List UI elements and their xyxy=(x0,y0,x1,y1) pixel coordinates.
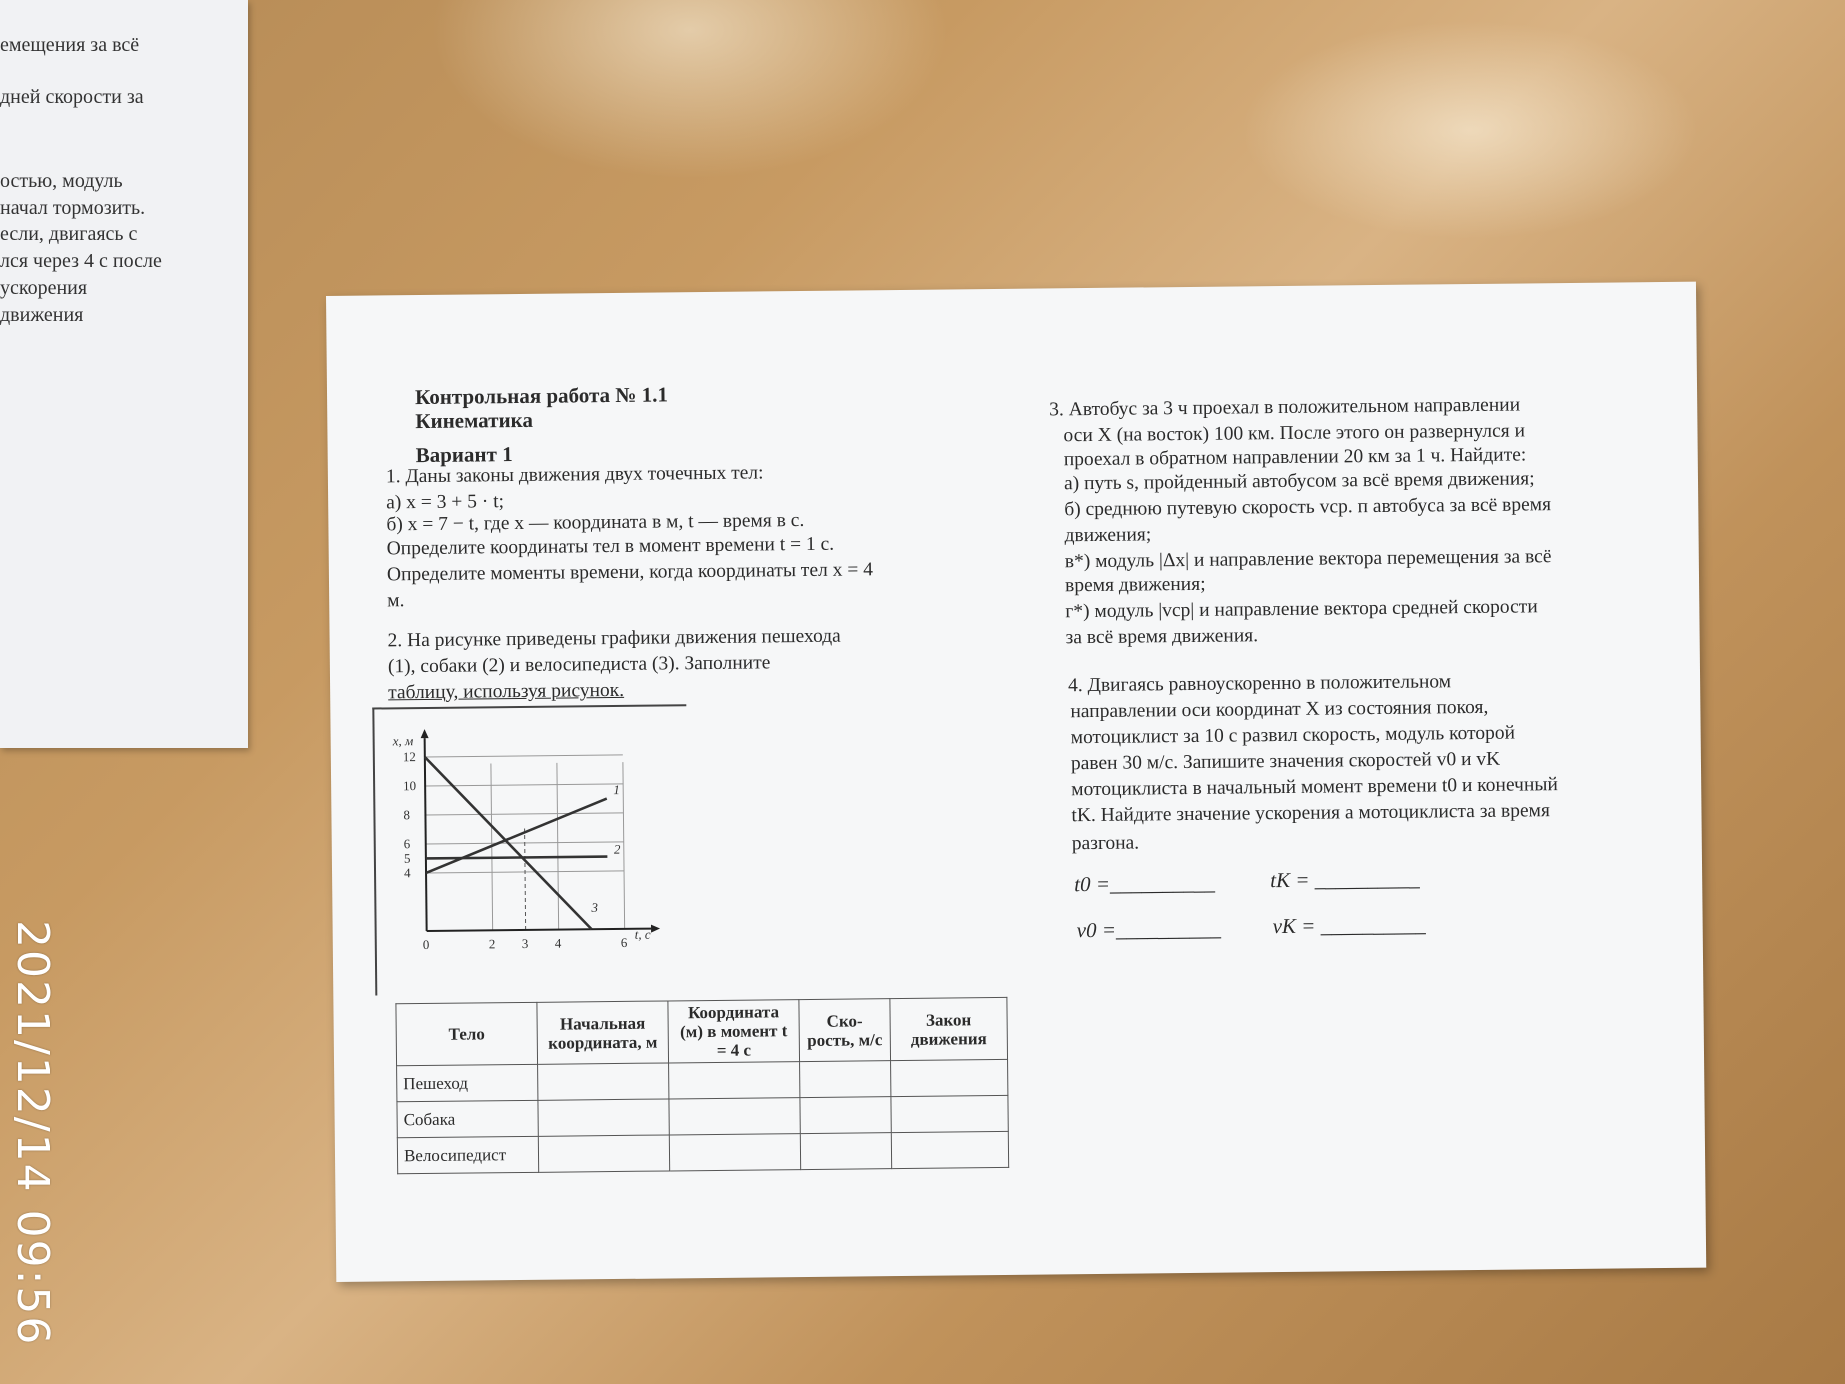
answer-cell[interactable] xyxy=(669,1062,800,1099)
answer-cell[interactable] xyxy=(538,1099,669,1136)
task1-law-b: б) x = 7 − t, где x — координата в м, t — время в с. xyxy=(386,510,805,536)
task4-line: разгона. xyxy=(1071,832,1140,855)
light-glare xyxy=(1240,20,1700,240)
left-paper-sheet xyxy=(0,0,248,748)
photo-timestamp: 2021/12/14 09:56 xyxy=(7,920,58,1347)
answer-cell[interactable] xyxy=(538,1063,669,1100)
grid-line xyxy=(425,784,623,786)
task3-line: в*) модуль |Δx| и направление вектора перемещения за всё xyxy=(1064,546,1552,573)
task1-question-2: Определите моменты времени, когда координаты тел x = 4 xyxy=(386,559,874,586)
y-tick-label: 6 xyxy=(403,836,411,852)
task4-line: 4. Двигаясь равноускоренно в положительном xyxy=(1068,671,1452,697)
series-line-2 xyxy=(426,857,607,859)
x-tick-label: 4 xyxy=(554,935,562,951)
task3-line: г*) модуль |vср| и направление вектора средней скорости xyxy=(1065,596,1538,623)
grid-line xyxy=(425,813,623,815)
x-tick-label: 0 xyxy=(422,936,430,953)
column-header: Закон движения xyxy=(890,997,1008,1060)
answer-cell[interactable] xyxy=(669,1098,800,1135)
answer-cell[interactable] xyxy=(891,1059,1008,1096)
y-tick-label: 4 xyxy=(403,865,411,881)
graph-frame xyxy=(372,704,689,995)
vk-answer-field[interactable]: vK = __________ xyxy=(1272,912,1426,939)
answer-cell[interactable] xyxy=(538,1135,669,1172)
series-label: 3 xyxy=(591,899,598,915)
table-cell: Велосипедист xyxy=(397,1136,538,1173)
table-header-row xyxy=(396,997,1008,1065)
column-header: Координата (м) в момент t = 4 с xyxy=(668,1000,800,1063)
variant-label: Вариант 1 xyxy=(415,442,513,468)
left-sheet-line: остью, модуль xyxy=(0,170,123,192)
y-axis-arrow xyxy=(421,729,429,738)
grid-line xyxy=(425,755,623,757)
y-tick-label: 10 xyxy=(403,778,417,794)
x-axis xyxy=(427,929,651,931)
series-label: 2 xyxy=(613,841,621,857)
left-sheet-line: движения xyxy=(0,304,84,326)
task4-line: направлении оси координат X из состояния покоя, xyxy=(1070,696,1489,723)
dashed-guide-line xyxy=(525,828,526,929)
task4-line: равен 30 м/с. Запишите значения скоростей v0 и vK xyxy=(1070,748,1501,775)
motion-graph xyxy=(374,706,677,989)
task3-line: движения; xyxy=(1064,524,1152,547)
series-line-1 xyxy=(425,799,607,873)
task3-line: оси X (на восток) 100 км. После этого он развернулся и xyxy=(1063,420,1526,447)
left-sheet-line: если, двигаясь с xyxy=(0,223,138,245)
v0-answer-field[interactable]: v0 =__________ xyxy=(1076,916,1222,943)
grid-line xyxy=(623,762,625,929)
task3-line: б) среднюю путевую скорость vср. п автобуса за всё время xyxy=(1064,494,1552,521)
task1-question-1: Определите координаты тел в момент времени t = 1 с. xyxy=(386,533,835,560)
grid-line xyxy=(557,763,559,930)
x-tick-label: 6 xyxy=(620,934,628,950)
x-tick-label: 3 xyxy=(521,935,529,951)
task3-line: за всё время движения. xyxy=(1065,625,1259,649)
answer-cell[interactable] xyxy=(891,1131,1008,1168)
column-header: Тело xyxy=(396,1002,538,1065)
left-sheet-line: лся через 4 с после xyxy=(0,250,162,272)
x-axis-arrow xyxy=(651,925,660,933)
task2-line: таблицу, используя рисунок. xyxy=(388,679,625,704)
y-tick-label: 8 xyxy=(403,807,411,823)
task2-line: (1), собаки (2) и велосипедиста (3). Заполните xyxy=(387,652,771,678)
task1-intro: 1. Даны законы движения двух точечных тел: xyxy=(385,462,764,488)
table-row xyxy=(397,1131,1008,1173)
light-glare xyxy=(430,0,950,180)
y-tick-label: 12 xyxy=(402,749,416,765)
y-tick-label: 5 xyxy=(403,850,411,866)
task2-line: 2. На рисунке приведены графики движения пешехода xyxy=(387,625,841,652)
task4-line: tK. Найдите значение ускорения a мотоциклиста за время xyxy=(1071,800,1551,827)
t0-answer-field[interactable]: t0 =__________ xyxy=(1074,870,1216,897)
task3-line: проехал в обратном направлении 20 км за 1 ч. Найдите: xyxy=(1063,444,1527,471)
left-sheet-line: ускорения xyxy=(0,277,88,299)
answer-cell[interactable] xyxy=(800,1097,891,1134)
table-cell: Пешеход xyxy=(397,1064,538,1101)
answer-cell[interactable] xyxy=(800,1061,891,1098)
task3-line: 3. Автобус за 3 ч проехал в положительном направлении xyxy=(1049,394,1521,421)
task1-question-2-end: м. xyxy=(387,590,405,612)
test-paper-sheet xyxy=(326,282,1706,1282)
y-axis-label: x, м xyxy=(392,733,414,749)
test-subtitle: Кинематика xyxy=(415,407,533,434)
y-axis xyxy=(425,738,427,931)
left-sheet-line: начал тормозить. xyxy=(0,197,146,219)
task3-line: а) путь s, пройденный автобусом за всё время движения; xyxy=(1063,468,1535,495)
series-label: 1 xyxy=(613,782,620,798)
x-axis-label: t, с xyxy=(634,926,651,942)
column-header: Начальная координата, м xyxy=(537,1001,669,1064)
task4-line: мотоциклиста в начальный момент времени t0 и конечный xyxy=(1071,774,1558,801)
answer-cell[interactable] xyxy=(669,1134,800,1171)
answer-table xyxy=(395,997,1009,1174)
left-sheet-line: емещения за всё xyxy=(0,34,140,56)
task4-line: мотоциклист за 10 с развил скорость, модуль которой xyxy=(1070,722,1516,749)
answer-cell[interactable] xyxy=(891,1095,1008,1132)
x-tick-label: 2 xyxy=(488,936,496,952)
test-title: Контрольная работа № 1.1 xyxy=(414,382,669,410)
tk-answer-field[interactable]: tK = __________ xyxy=(1270,866,1420,893)
left-sheet-line: дней скорости за xyxy=(0,86,144,108)
series-line-3 xyxy=(425,755,592,931)
answer-cell[interactable] xyxy=(800,1133,891,1170)
task3-line: время движения; xyxy=(1064,573,1206,597)
task1-law-a: а) x = 3 + 5 · t; xyxy=(386,491,505,514)
table-cell: Собака xyxy=(397,1100,538,1137)
column-header: Ско-рость, м/с xyxy=(799,999,891,1062)
